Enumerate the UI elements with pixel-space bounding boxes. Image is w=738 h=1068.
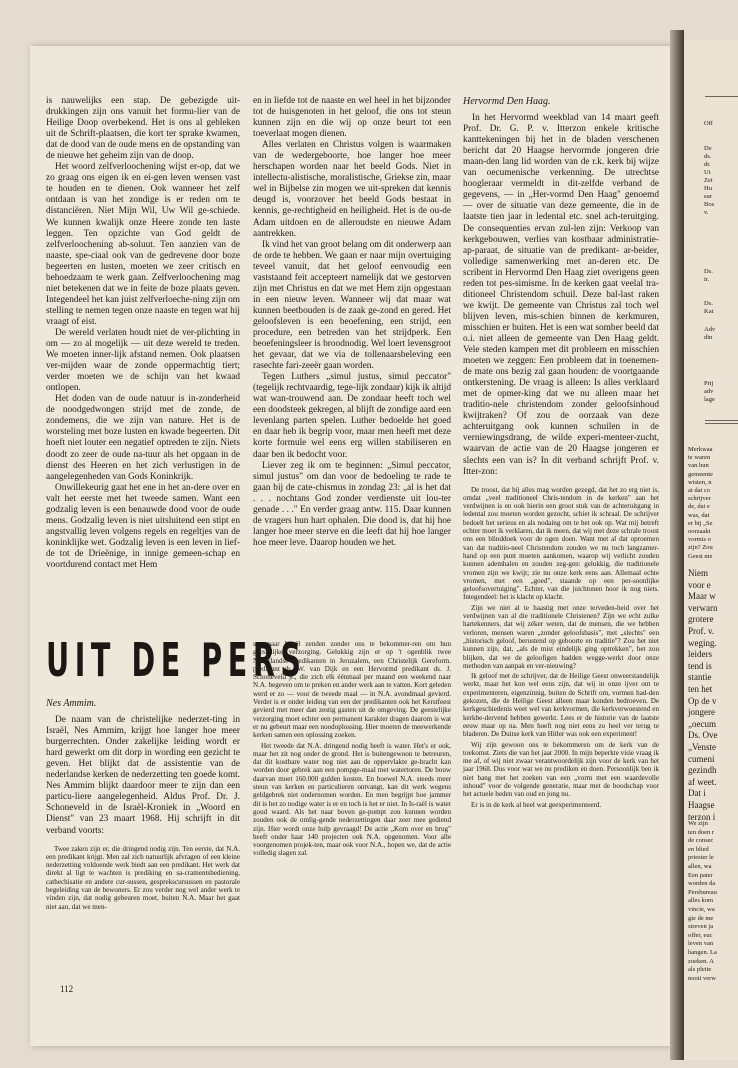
next-page-line: Kat [704, 308, 714, 315]
next-page-line: Bos [704, 201, 715, 208]
next-page-line: Persbureau [688, 888, 717, 896]
next-page-line: lage [704, 396, 715, 403]
next-page-line: terzon i [688, 811, 716, 822]
col2-paragraph: Liever zeg ik om te beginnen: „Simul peccator, simul justus" om dan voor de bedoeling te rade te gaan bij de cate-chismus in zondag 23: „al is het dat . . . nochtans God zonder verdienste uit lou-ter genade . . ." En verder graag antw. 115. Daar kunnen de vragers hun hart ophalen. Die dood is, dat hij hoe langer hoe meer sterve en die leeft dat hij hoe langer hoe meer leve. Daarop houden we het. [253, 460, 451, 548]
book-gutter [670, 30, 684, 1060]
next-page-line: Adv [704, 326, 716, 333]
next-page-line: Geest nie [688, 552, 713, 560]
box-rule [705, 96, 738, 97]
nes-ammim-quote [46, 845, 240, 911]
next-page-line: De [704, 145, 712, 152]
next-page-line: tend is [688, 660, 712, 671]
col3-quote-paragraph: Wij zijn gewoon ons te bekommeren om de kerk van de toekomst. Ziets die van het jaar 2000. In mijn beperkte visie vraag ik me af, of wij niet zwaar verantwoordelijk zijn voor de kerk van het jaar 1968. Dus voor wat we nu prediken en doen. Persoonlijk ben ik niet bang met het zoeken van een „vorm met een waardevolle inhoud" voor de volgende generatie, maar met de boodschap voor het actuele heden van oud en jong nu. [463, 740, 659, 799]
next-page-line: ds. [704, 153, 712, 160]
col3-quote-paragraph: Zijn we niet al te haastig met onze terveden-heid over het verdwijnen van al die traditionele Christenen? Zijn we echt zulke hartekenners, dat wij zéker weten, dat de mensen, die we hebben verloren, mensen waren „zonder geloofsbasis", met „slechts" een „historisch geloof, berustend op geboorte en traditie"? Zou het niet kunnen zijn, dat, „als de mist eindelijk ging optrekken", het zou blijken, dat we de geloofigen hadden wegge-werkt door onze methoden van aanpak en ver-nieuwing? [463, 603, 659, 670]
next-page-line: af weet. [688, 776, 717, 787]
next-page-line: schrijver [688, 495, 711, 503]
next-page-line: zijn? Zou [688, 544, 713, 552]
next-page-line: wisten, n [688, 478, 712, 486]
next-page-line: en blied [688, 845, 709, 853]
next-page-line: streven ja [688, 923, 714, 931]
col2-paragraph: Alles verlaten en Christus volgen is waarmaken van de wedergeboorte, hoe langer hoe meer herschapen worden naar het beeld Gods. Niet in intellectu-alistische, moralistische, Griekse zin, maar wel in Bijbelse zin mogen we uit-spreken dat kennis deugd is, voorzover het beeld Gods bestaat in kennis, ge-rechtigheid en heiligheid. Het is de ou-de Adam uitdoen en de alleroudste en nieuwe Adam aantrekken. [253, 140, 451, 239]
next-page-line: gemeente [688, 470, 713, 478]
col2-paragraph: en in liefde tot de naaste en wel heel in het bijzonder tot de huisgenoten in het geloof, die ons tot steun kunnen zijn en die wij op onze beurt tot een toeverlaat mogen dienen. [253, 96, 451, 140]
next-page-line: van hun [688, 462, 709, 470]
next-page-line: ten doen r [688, 828, 714, 836]
next-page-line: worden da [688, 880, 716, 888]
next-page-line: cumeni [688, 753, 715, 764]
next-page-line: Off [704, 120, 713, 127]
next-page-line: Merkwaa [688, 446, 713, 453]
next-page-line: vormis o [688, 536, 711, 544]
next-page-line: „oecum [688, 718, 716, 729]
col1-paragraph: Het woord zelfverloochening wijst er-op, dat we zo graag ons eigen ik en ei-gen leven wensen vast te houden en te dienen. Ook wanneer het zelf ontdaan is van het zondige is er reden om te distanciëren. Niet Mijn Wil, Uw Wil ge-schiede. We kunnen kwalijk onze Heere zonde ten laste leggen. Ten opzichte van God geldt de zelfverloochening ab-soluut. Ten aanzien van de naaste, spe-ciaal ook van de gedrevene door boze begeerten en lusten, moeten we zeer critisch en behoedzaam te werk gaan. Zelfverloochening mag niet betekenen dat we in feite de boze plaats geven. Integendeel het kan juist zelfverloeche-ning zijn om stelling te nemen tegen onze naaste en tegen wat hij vraagt of eist. [46, 162, 240, 327]
section-title [46, 633, 307, 687]
next-page-line: Een pater [688, 871, 713, 879]
column-2 [253, 96, 451, 549]
next-page-line: jongere [688, 707, 715, 718]
section-title-text: UIT DE PERS [46, 633, 307, 687]
next-page-line: Ds. [704, 268, 713, 275]
next-page-line: ear [704, 193, 712, 200]
next-page-line: ir. [704, 276, 710, 283]
next-page-line: oorzaakt [688, 528, 711, 535]
next-page-line: v. [704, 209, 709, 216]
next-page-line: Haagse [688, 800, 715, 810]
col3-paragraph: In het Hervormd weekblad van 14 maart geeft Prof. Dr. G. P. v. Itterzon enkele kritische kanttekeningen bij het in de bladen verschenen bericht dat 20 Haagse hervormde jongeren drie maan-den lang lid worden van de r.k. kerk bij wijze van oecumenische verkenning. De utrechtse hoogleraar vermeldt in dit-zelfde verband de gegevens, — in „Her-vormd Den Haag" genoemd — over de situatie van deze gemeente, die in de laatste tien jaar in ledental etc. snel ach-teruitging. De consequenties ervan zul-len zijn: Verkoop van kerkgebouwen, verlies van kostbaar administratie-ap-paraat, de situatie van de predikant- ar-beider, volledige samenwerking met an-deren etc. De scribent in Hervormd Den Haag ziet overigens geen reden tot pes-simisme. In de kerken gaat veelal tra-ditioneel Christendom schuil. Deze bal-last raken we kwijt. De gemeente van Christus zal toch wel blijven leven, mis-schien binnen de kerkmuren, misschien er buiten. Het is een wat somber beeld dat o.i. niet alleen de gemeente van Den Haag geldt. Vele steden kampen met dit probleem en misschien moeten we zeggen: Een probleem dat in toenemen-de mate ons bezig zal gaan houden: de voortgaande ontkerstening. De vraag is alleen: Is alles verklaard met de opmer-king dat we nu alleen maar het traditio-nele christendom zonder geloofsinhoud kwijtraken? Of zou de oorzaak van deze achteruitgang ook kunnen schuilen in de verniewingsdrang, de wilde experi-menteer-zucht, waarvan de actie van de 20 Haagse jongeren er slechts een van is? In dit verband schrijft Prof. v. Itter-zon: [463, 113, 659, 477]
next-page-line: Ds. [704, 300, 713, 307]
next-page-line: priester le [688, 854, 714, 862]
column-1 [46, 96, 240, 571]
next-page-line: gie de me [688, 914, 714, 922]
middle-quote-column [253, 640, 451, 860]
col3-quote-paragraph: Ik geloof met de schrijver, dat de Heilige Geest onweerstandelijk werkt, maar het kon wel eens zijn, dat wij in onze ijver om te experimenteren, eigenzinnig, buiten de Schrift om, vormen had-den gekozen, die de Heilige Geest alleen maar konden bedroeven. De kerkgeschiedenis weet wel van kerkvormen, die kerkverwoestend en kerkbe-dervend hebben gewerkt. Lees er de historie van de laatste eeuw maar op na. Men hoeft nog niet eens zo heel ver terug te bladeren. De Duitse kerk van Hitler was ook een experiment! [463, 672, 659, 739]
next-page-line: alles kom [688, 897, 714, 905]
next-page-line: dr. [704, 161, 711, 168]
col2-paragraph: Tegen Luthers „simul justus, simul peccator" (tegelijk rechtvaardig, tege-lijk zondaar) kijk ik altijd wat wan-trouwend aan. De zondaar heeft toch wel een doodsteek gekregen, al blijft de zondige aard een levenlang parten spelen. Luther bedoelde het goed en daar heb ik begrip voor, maar men heeft met deze korte formule wel eens erg willen stabiliseren en daar ben ik bedocht voor. [253, 372, 451, 460]
next-page-line: er bij „Se [688, 519, 713, 527]
column-3 [463, 96, 659, 811]
next-page-line: adv [704, 388, 714, 395]
col3-quote-paragraph: De troost, dat bij alles mag worden gezegd, dat het zo erg niet is, omdat „veel traditioneel Chris-tendom in de kerken" aan het verdwijnen is en ook hierin een groot stuk van de achteruitgang in ledental zou moeten worden gezocht, schiet ik schraal. De schrijver bedoelt het serieus en als nodaing om te het ook op. Wat mij betreft echter moet ik verklaren, dat ik meen, dat wij met deze schrale troost ons een blinddoek voor de ogen doen. Want met al dat oproemen van dat traditio-neel Christendom zouden we nu toch langzamer-hand op een punt moeten aankomen, waarop wij verlicht zouden kunnen ademhalen en zouden zeg-gen: gelukkig, die traditionele vromen zijn we kwijt; zie nu onze kerk eens aan. Allemaal echte vromen, met een „goed", staande op een per-soonlijke geloofsovertuiging". Echter, van die juichtonen hoor ik nog niets. Integendeel: het is klacht op klacht. [463, 485, 659, 602]
next-page-line: Niem [688, 568, 708, 578]
next-page-line: vincie, wa [688, 906, 715, 913]
hervormd-heading: Hervormd Den Haag. [463, 96, 551, 107]
middle-quote-paragraph: sen naar Israël zenden zonder ons te bekommer-ren om hun geestelijke verzorging. Gelukkig zijn er op 't ogenblik twee Nederlandse predikanten in Jeruzalem, een Christelijk Gereform. predikant ds. W. van Dijk en een Hervormd predikant ds. J. Schoneveld jr., die zich elk éénmaal per maand een weekend naar N.A. begeven om te preken en ander werk aan te vatten. Kort geleden werd er zo — voor de tweede maal — in N.A. avondmaal gevierd. Verder is er onder leiding van een der predikanten ook het Kerstfeest gevierd met meer dan zestig gasten uit de omgeving. De geestelijke verzorging moet echter een permanent karakter dragen daarom is wat er nu gebeurt maar een noodoplossing. Hier moeten de meewerkende kerken samen een oplossing zoeken. [253, 640, 451, 740]
col3-quote [463, 486, 659, 809]
next-page-line: Zei [704, 177, 713, 184]
middle-quote-paragraph: Het tweede dat N.A. dringend nodig heeft is water. Het's er ook, maar het zit nog onder de grond. Het is buitengewoon te betreuren, dat dit kostbare water nog niet aan de oppervlakte ge-bracht kan worden door gebrek aan een pompge-maal met watertoren. De bouw daarvan moet 160.000 gulden kosten. En hoewel N.A. steeds meer steun van kerken en particulieren ontvangt, kan dit werk wegens geldgebrek niet ondernomen worden. En men begrijpt hoe jammer dit is het zo nodige water is er en toch is het er niet. In Is-raël is water goud waard. Als het naar boven ge-pompt zou kunnen worden zouden ook de omlig-gende nederzettingen daar zeer mee gediend zijn. Hier wordt onze hulp gevraagd! De actie „Kom over en brug" heeft onder haar 140 projecten ook N.A. opgenomen. Voor alle voorgenomen projek-ten, maar ook voor N.A., hopen we, dat de actie volledig slagen zal. [253, 741, 451, 858]
next-page-line: Op de v [688, 695, 717, 706]
col1-paragraph: Onwillekeurig gaat het ene in het an-dere over en valt het eerste met het tweede samen. Want een godzalig leven is een benauwde dood voor de oude mens. Godzalig leven is niet uitsluitend een stipt en angstvallig leven volgens regels en regeltjes van de koninklijke wet. Godzalig leven is een leven in lief-de tot de Drieënige, in innige gemeen-schap en voortdurend contact met Hem [46, 482, 240, 570]
next-page-line: offer, euc [688, 931, 713, 939]
next-page-line: ten het [688, 684, 713, 694]
next-page-line: Dat i [688, 788, 706, 799]
nes-ammim-paragraph: De naam van de christelijke nederzet-ting in Israël, Nes Ammim, krijgt hoe langer hoe meer burgerrechten. Onder zakelijke leiding wordt er hard gewerkt om dit dorp in wording een gezicht te geven. Het blijkt dat de assistentie van de nederlandse kerken de nederzetting ten goede komt. Nes Ammim blijkt daardoor meer te zijn dan een particu-liere aangelegenheid. Aldus Prof. Dr. J. Schoneveld in de Israël-Kroniek in „Woord en Dienst" van 23 maart 1968. Hij schrijft in dit verband voorts: [46, 715, 240, 836]
col1-paragraph: De wereld verlaten houdt niet de ver-plichting in om — zo al mogelijk — uit deze wereld te treden. We moeten inner-lijk afstand nemen. Ook plaatsen ver-mijden waar de zonde oppermachtig tiert; verder moeten we de schijn van het kwaad ontlopen. [46, 327, 240, 394]
next-page-line: verwarn [688, 602, 718, 613]
nes-ammim-column [46, 698, 240, 913]
next-page-line: Prof. v. [688, 626, 715, 636]
next-page-line: de consec [688, 837, 714, 845]
next-page-line: hangen. La [688, 949, 717, 956]
next-page-line: din [704, 334, 713, 341]
box-rule [705, 423, 738, 424]
next-page-line: zoeken. A [688, 957, 714, 965]
next-page-line: at dat co [688, 487, 711, 494]
next-page-line: We zijn [688, 820, 708, 827]
next-page-line: Maar w [688, 591, 716, 602]
next-page-line: „Venste [688, 742, 716, 752]
next-page-line: stantie [688, 672, 712, 683]
next-page-line: grotere [688, 614, 714, 625]
nes-ammim-heading: Nes Ammim. [46, 698, 97, 709]
next-page-line: nooit verw [688, 974, 716, 982]
next-page-line: Ut [704, 169, 711, 176]
next-page-line: was, dat [688, 511, 710, 519]
next-page-line: allen, wa [688, 863, 712, 870]
next-page-line: als pleite [688, 966, 712, 974]
next-page-line: Prij [704, 380, 714, 387]
next-page-line: Ds. Ove [688, 730, 718, 741]
box-rule [705, 420, 738, 421]
next-page-line: weging. [688, 637, 717, 648]
col1-paragraph: Het doden van de oude natuur is in-zonderheid de noodgedwongen strijd met de zonde, de zondemens, die we zijn van nature. Het is de worsteling met boze lusten en kwade begeerten. Dit hoeft niet louter een negatief optreden te zijn. Niets doodt zo zeer de oude na-tuur als het opgaan in de dienst des Heeren en het zich verlustigen in de aangelegenheden van Gods Koninkrijk. [46, 394, 240, 482]
next-page-line: te waren [688, 454, 711, 462]
next-page-line: leiders [688, 649, 712, 660]
page-number: 112 [60, 984, 74, 994]
next-page-line: voor e [688, 579, 711, 590]
col2-paragraph: Ik vind het van groot belang om dit onderwerp aan de orde te hebben. We gaan er naar mijn overtuiging teveel vanuit, dat het geloof eenvoudig een vaststaand feit accepteert namelijk dat we gestorven zijn met Christus en dat we met Hem zijn opgestaan in een nieuw leven. Wanneer wij dat maar wat kunnen beetbouden is de zaak ge-zond en gered. Het geloofsleven is een beoefening, een strijd, een procedure, een betreden van het strijdperk. Een beoefeningsleer is broodnodig. Wel loert levensgroot het gevaar, dat we via de tollenaarsbeleving een rasechte fari-zeeër gaan worden. [253, 239, 451, 372]
next-page-line: Hu [704, 185, 712, 192]
next-page-line: leven van [688, 940, 714, 948]
col3-quote-paragraph: Er is in de kerk al heel wat geexperimenteerd. [471, 800, 602, 809]
next-page-line: gezindh [688, 765, 717, 776]
col1-paragraph: is nauwelijks een stap. De gebezigde uit-drukkingen zijn ons vanuit het formu-lier van de Heilige Doop overbekend. Het is ons al gebleken uit de Schrift-plaatsen, die kort ter sprake kwamen, dat de dood van de oude mens en de opstanding van de nieuwe het geheim zijn van de doop. [46, 96, 240, 162]
next-page-line: de, dat e [688, 503, 710, 511]
nes-ammim-quote-paragraph: Twee zaken zijn er, die dringend nodig zijn. Ten eerste, dat N.A. een predikant krijgt. Men zal zich natuurlijk afvragen of een kleine nederzetting voldoende werk biedt aan een predikant. Het werk dat direkt al ligt te wachten is prediking en sa-cramentsbediening, cathechisatie en andere cur-sussen, gesprekscursussen en pastorale begeleiding van de bewoners. Er zou verder nog wel ander werk te vinden zijn, dat nodig gebeuren moet, buiten N.A. Maar het gaat niet aan, dat we men- [46, 844, 240, 911]
